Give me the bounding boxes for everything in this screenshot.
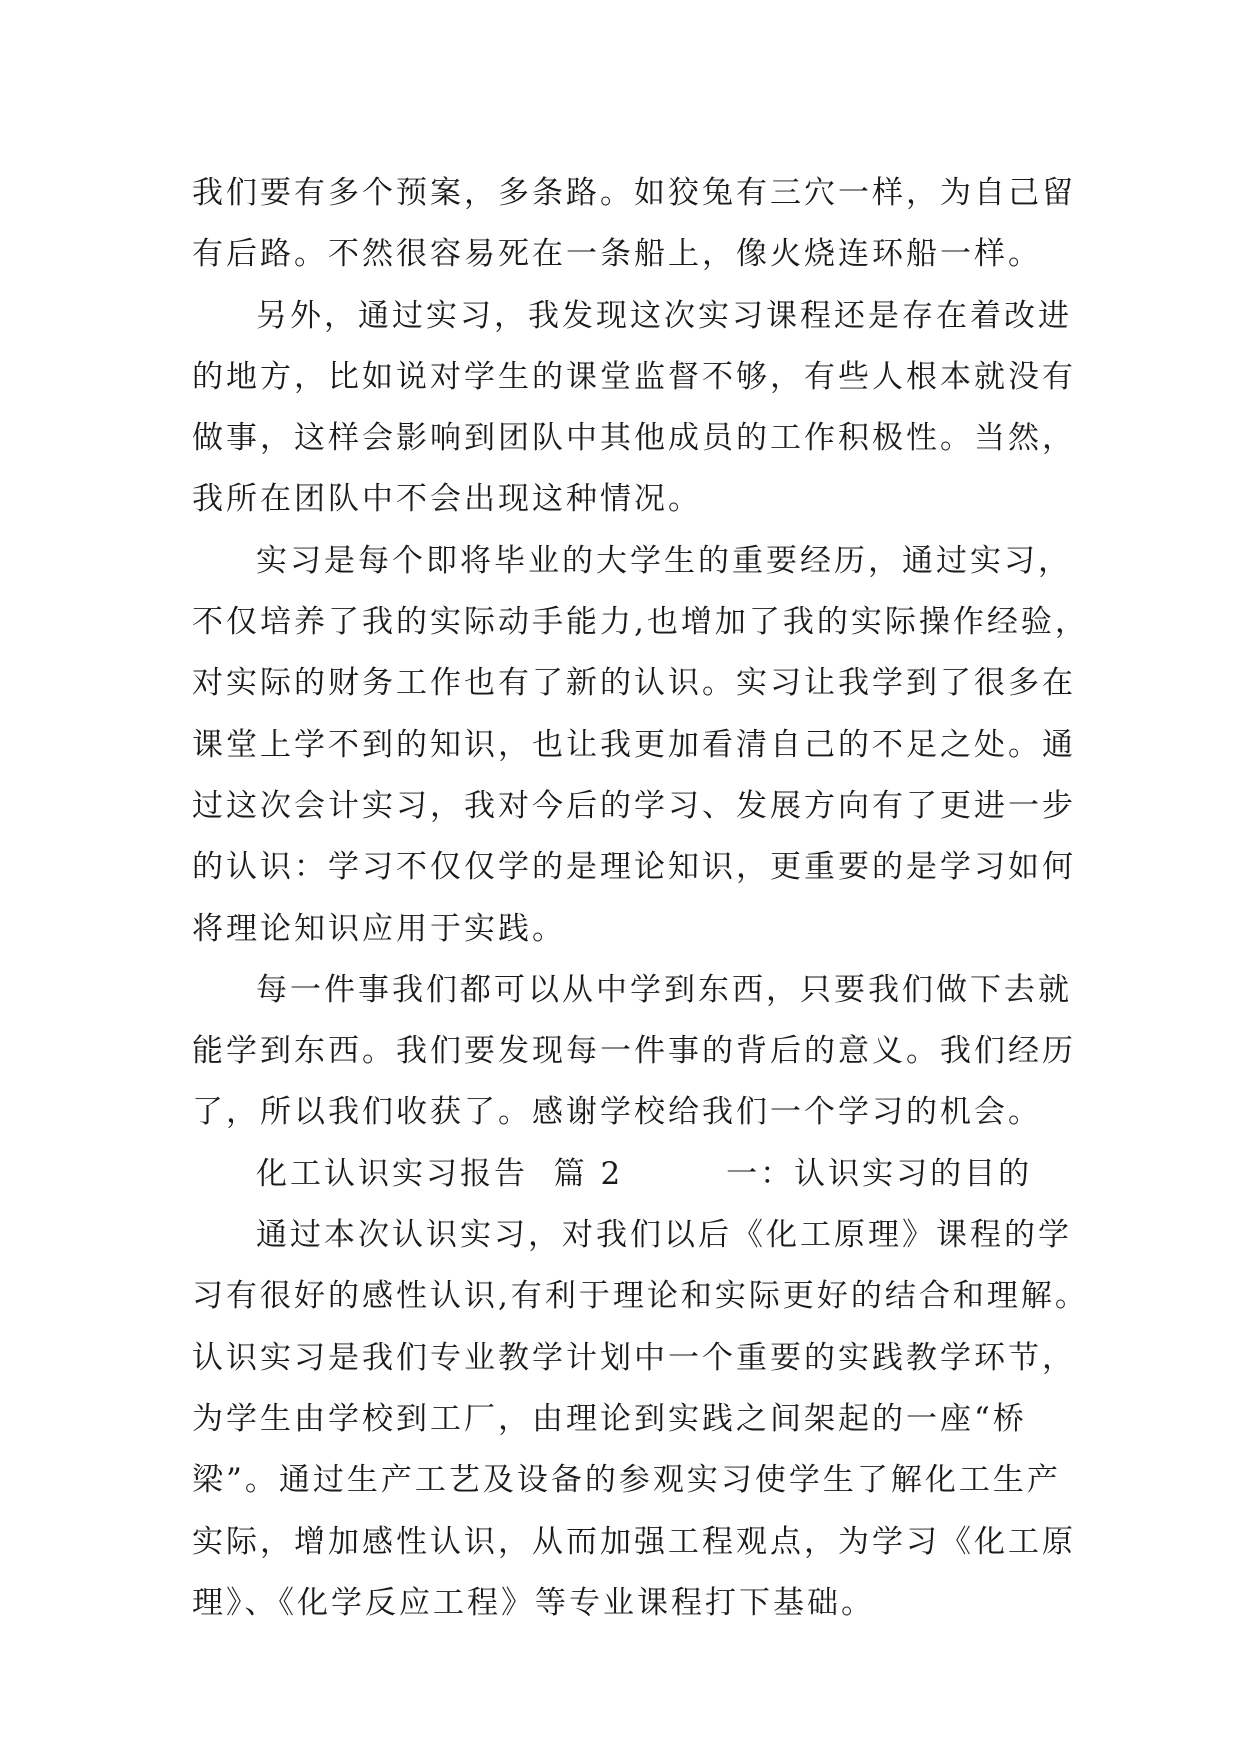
paragraph-start-line: 每一件事我们都可以从中学到东西，只要我们做下去就 xyxy=(256,971,1072,1008)
text-line: 将理论知识应用于实践。 xyxy=(192,910,566,947)
paragraph-start-line: 实习是每个即将毕业的大学生的重要经历，通过实习， xyxy=(256,542,1072,579)
text-line: 做事，这样会影响到团队中其他成员的工作积极性。当然， xyxy=(192,420,1076,457)
text-line: 习有很好的感性认识,有利于理论和实际更好的结合和理解。 xyxy=(192,1278,1089,1315)
text-line: 有后路。不然很容易死在一条船上，像火烧连环船一样。 xyxy=(192,236,1042,273)
text-line: 的地方，比如说对学生的课堂监督不够，有些人根本就没有 xyxy=(192,358,1076,395)
text-line: 的认识：学习不仅仅学的是理论知识，更重要的是学习如何 xyxy=(192,849,1076,886)
text-line: 课堂上学不到的知识，也让我更加看清自己的不足之处。通 xyxy=(192,726,1076,763)
text-line: 不仅培养了我的实际动手能力,也增加了我的实际操作经验， xyxy=(192,604,1089,641)
section-heading-line: 化工认识实习报告 篇 2 一：认识实习的目的 xyxy=(256,1155,1033,1192)
paragraph-start-line: 另外，通过实习，我发现这次实习课程还是存在着改进 xyxy=(256,297,1072,334)
text-line: 对实际的财务工作也有了新的认识。实习让我学到了很多在 xyxy=(192,665,1076,702)
text-line: 我所在团队中不会出现这种情况。 xyxy=(192,481,702,518)
text-line: 我们要有多个预案，多条路。如狡兔有三穴一样，为自己留 xyxy=(192,175,1076,211)
text-line: 梁”。通过生产工艺及设备的参观实习使学生了解化工生产 xyxy=(192,1462,1061,1499)
paragraph-start-line: 通过本次认识实习，对我们以后《化工原理》课程的学 xyxy=(256,1217,1072,1254)
text-line: 过这次会计实习，我对今后的学习、发展方向有了更进一步 xyxy=(192,787,1076,824)
text-line: 实际，增加感性认识，从而加强工程观点，为学习《化工原 xyxy=(192,1523,1076,1560)
text-line: 了，所以我们收获了。感谢学校给我们一个学习的机会。 xyxy=(192,1094,1042,1131)
text-line: 认识实习是我们专业教学计划中一个重要的实践教学环节， xyxy=(192,1339,1076,1376)
text-line: 理》、《化学反应工程》等专业课程打下基础。 xyxy=(192,1584,875,1621)
text-line: 为学生由学校到工厂，由理论到实践之间架起的一座“桥 xyxy=(192,1400,1027,1437)
document-body xyxy=(192,163,1089,1634)
text-line: 能学到东西。我们要发现每一件事的背后的意义。我们经历 xyxy=(192,1033,1076,1070)
